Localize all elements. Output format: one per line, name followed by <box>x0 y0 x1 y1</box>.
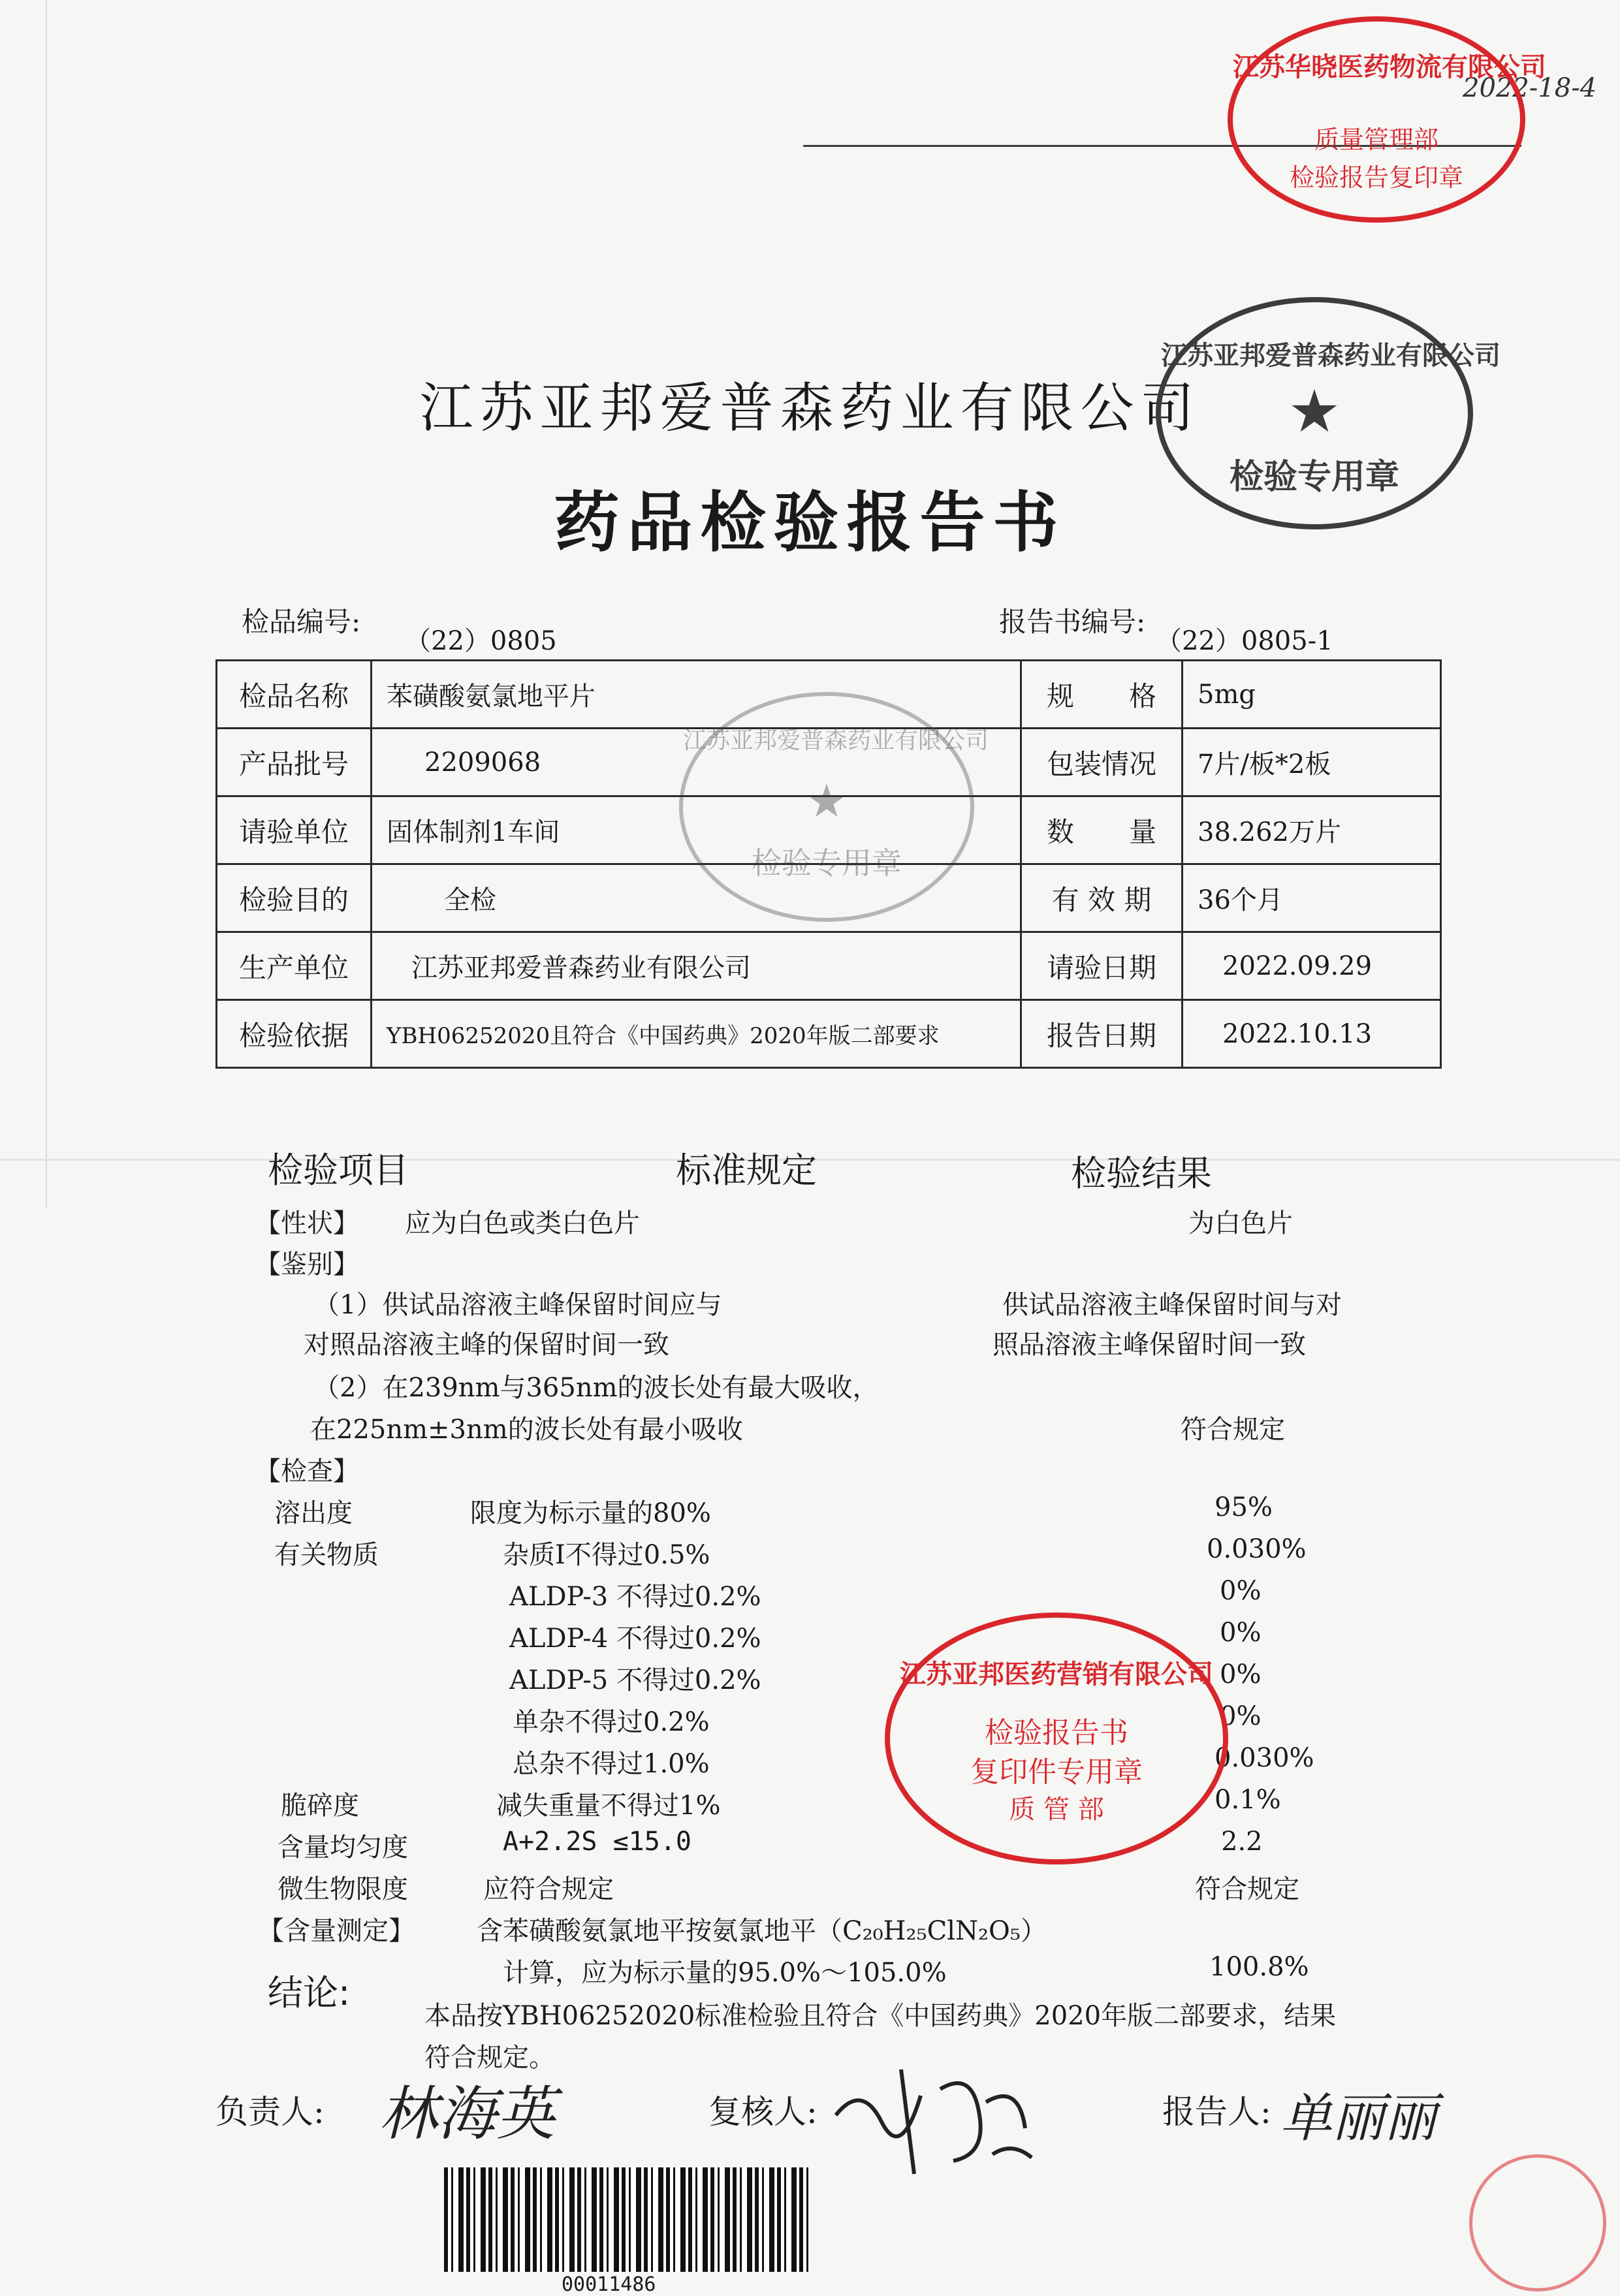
conclusion-line1: 本品按YBH06252020标准检验且符合《中国药典》2020年版二部要求，结果 <box>424 2001 1337 2031</box>
assay-label: 【含量测定】 <box>258 1916 415 1946</box>
microbial-limit-name: 微生物限度 <box>278 1874 408 1904</box>
content-uniformity-name: 含量均匀度 <box>278 1832 408 1863</box>
info-label: 检品名称 <box>217 661 372 729</box>
info-value: 38.262万片 <box>1183 796 1441 864</box>
info-label: 数 量 <box>1021 796 1183 864</box>
info-value: YBH06252020且符合《中国药典》2020年版二部要求 <box>372 1000 1021 1068</box>
dissolution-result: 95% <box>1215 1492 1273 1522</box>
reviewer-signature <box>823 2043 1038 2187</box>
related-substance-result: 0.030% <box>1207 1534 1307 1564</box>
reviewer-label: 复核人: <box>708 2093 818 2131</box>
info-label: 检验依据 <box>217 1000 372 1068</box>
info-label: 产品批号 <box>217 729 372 796</box>
info-label: 请验单位 <box>217 796 372 864</box>
assay-standard-line2: 计算，应为标示量的95.0%～105.0% <box>503 1958 947 1988</box>
info-value: 5mg <box>1183 661 1441 729</box>
identification-test1-result-line2: 照品溶液主峰保留时间一致 <box>993 1330 1306 1360</box>
related-substances-name: 有关物质 <box>274 1540 379 1570</box>
table-row <box>217 932 1441 1000</box>
friability-name: 脆碎度 <box>281 1791 359 1821</box>
info-value: 7片/板*2板 <box>1183 729 1441 796</box>
paper-fold-line <box>46 0 47 1208</box>
info-label: 检验目的 <box>217 864 372 932</box>
identification-test2-result: 符合规定 <box>1181 1415 1285 1445</box>
identification-label: 【鉴别】 <box>255 1250 359 1280</box>
faint-inspection-stamp: 江苏亚邦爱普森药业有限公司 ★ 检验专用章 <box>679 692 974 922</box>
barcode <box>444 2167 810 2272</box>
dissolution-standard: 限度为标示量的80% <box>470 1498 711 1528</box>
identification-test2-line1: （2）在239nm与365nm的波长处有最大吸收， <box>313 1373 879 1403</box>
sales-qa-stamp: 江苏亚邦医药营销有限公司 检验报告书 复印件专用章 质 管 部 <box>885 1612 1228 1864</box>
inspection-label: 【检查】 <box>255 1456 359 1486</box>
related-substance-result: 0% <box>1220 1659 1262 1690</box>
info-label: 有 效 期 <box>1021 864 1183 932</box>
friability-standard: 减失重量不得过1% <box>496 1791 721 1821</box>
handwritten-annotation: 2022-18-4 <box>1463 73 1597 103</box>
related-substance-result: 0% <box>1220 1701 1262 1731</box>
inspection-seal-stamp: 江苏亚邦爱普森药业有限公司 ★ 检验专用章 <box>1156 297 1473 529</box>
column-header-standard: 标准规定 <box>676 1150 817 1191</box>
report-no-label: 报告书编号: <box>999 606 1146 638</box>
sample-no-value: （22）0805 <box>405 626 557 656</box>
sample-no-label: 检品编号: <box>242 606 361 638</box>
appearance-standard: 应为白色或类白色片 <box>405 1208 640 1238</box>
info-label: 请验日期 <box>1021 932 1183 1000</box>
related-substance-result: 0% <box>1220 1576 1262 1606</box>
info-label: 报告日期 <box>1021 1000 1183 1068</box>
info-value: 2022.09.29 <box>1183 932 1441 1000</box>
info-value: 全检 <box>372 864 1021 932</box>
content-uniformity-result: 2.2 <box>1221 1827 1263 1857</box>
report-no-value: （22）0805-1 <box>1156 626 1333 656</box>
related-substance-standard: 杂质Ⅰ不得过0.5% <box>503 1540 710 1570</box>
barcode-number: 00011486 <box>562 2273 656 2296</box>
company-name: 江苏亚邦爱普森药业有限公司 <box>419 377 1201 439</box>
related-substance-standard: ALDP-4 不得过0.2% <box>509 1624 761 1654</box>
info-value: 苯磺酸氨氯地平片 <box>372 661 1021 729</box>
info-label: 规 格 <box>1021 661 1183 729</box>
info-value: 固体制剂1车间 <box>372 796 1021 864</box>
dissolution-name: 溶出度 <box>274 1498 353 1528</box>
info-value: 2209068 <box>372 729 1021 796</box>
related-substance-result: 0.030% <box>1215 1743 1314 1773</box>
friability-result: 0.1% <box>1215 1785 1281 1815</box>
responsible-label: 负责人: <box>215 2093 325 2131</box>
reporter-label: 报告人: <box>1162 2093 1271 2131</box>
assay-standard-line1: 含苯磺酸氨氯地平按氨氯地平（C₂₀H₂₅ClN₂O₅） <box>477 1916 1047 1946</box>
identification-test1-line2: 对照品溶液主峰的保留时间一致 <box>304 1330 669 1360</box>
related-substance-standard: 总杂不得过1.0% <box>513 1749 710 1779</box>
logistics-qa-stamp: 江苏华晓医药物流有限公司 质量管理部 检验报告复印章 <box>1228 16 1525 223</box>
related-substance-standard: ALDP-5 不得过0.2% <box>509 1665 761 1695</box>
table-row <box>217 1000 1441 1068</box>
info-label: 生产单位 <box>217 932 372 1000</box>
appearance-label: 【性状】 <box>255 1208 359 1238</box>
reporter-signature: 单丽丽 <box>1280 2088 1437 2148</box>
info-value: 2022.10.13 <box>1183 1000 1441 1068</box>
responsible-signature: 林海英 <box>379 2080 555 2148</box>
assay-result: 100.8% <box>1209 1952 1309 1982</box>
related-substance-standard: 单杂不得过0.2% <box>513 1707 710 1737</box>
microbial-limit-result: 符合规定 <box>1195 1874 1299 1904</box>
identification-test1-line1: （1）供试品溶液主峰保留时间应与 <box>313 1290 722 1320</box>
info-label: 包装情况 <box>1021 729 1183 796</box>
column-header-result: 检验结果 <box>1071 1153 1212 1194</box>
identification-test2-line2: 在225nm±3nm的波长处有最小吸收 <box>310 1415 743 1445</box>
related-substance-standard: ALDP-3 不得过0.2% <box>509 1582 761 1612</box>
report-title: 药品检验报告书 <box>554 484 1066 561</box>
info-value: 江苏亚邦爱普森药业有限公司 <box>372 932 1021 1000</box>
appearance-result: 为白色片 <box>1188 1208 1293 1238</box>
content-uniformity-standard: A+2.2S ≤15.0 <box>503 1827 691 1857</box>
related-substance-result: 0% <box>1220 1618 1262 1648</box>
column-header-item: 检验项目 <box>268 1150 409 1191</box>
microbial-limit-standard: 应符合规定 <box>483 1874 614 1904</box>
conclusion-line2: 符合规定。 <box>424 2043 555 2073</box>
info-value: 36个月 <box>1183 864 1441 932</box>
small-red-stamp <box>1469 2154 1606 2291</box>
identification-test1-result-line1: 供试品溶液主峰保留时间与对 <box>1002 1290 1342 1320</box>
conclusion-label: 结论: <box>268 1972 351 2013</box>
star-icon: ★ <box>1288 377 1341 446</box>
